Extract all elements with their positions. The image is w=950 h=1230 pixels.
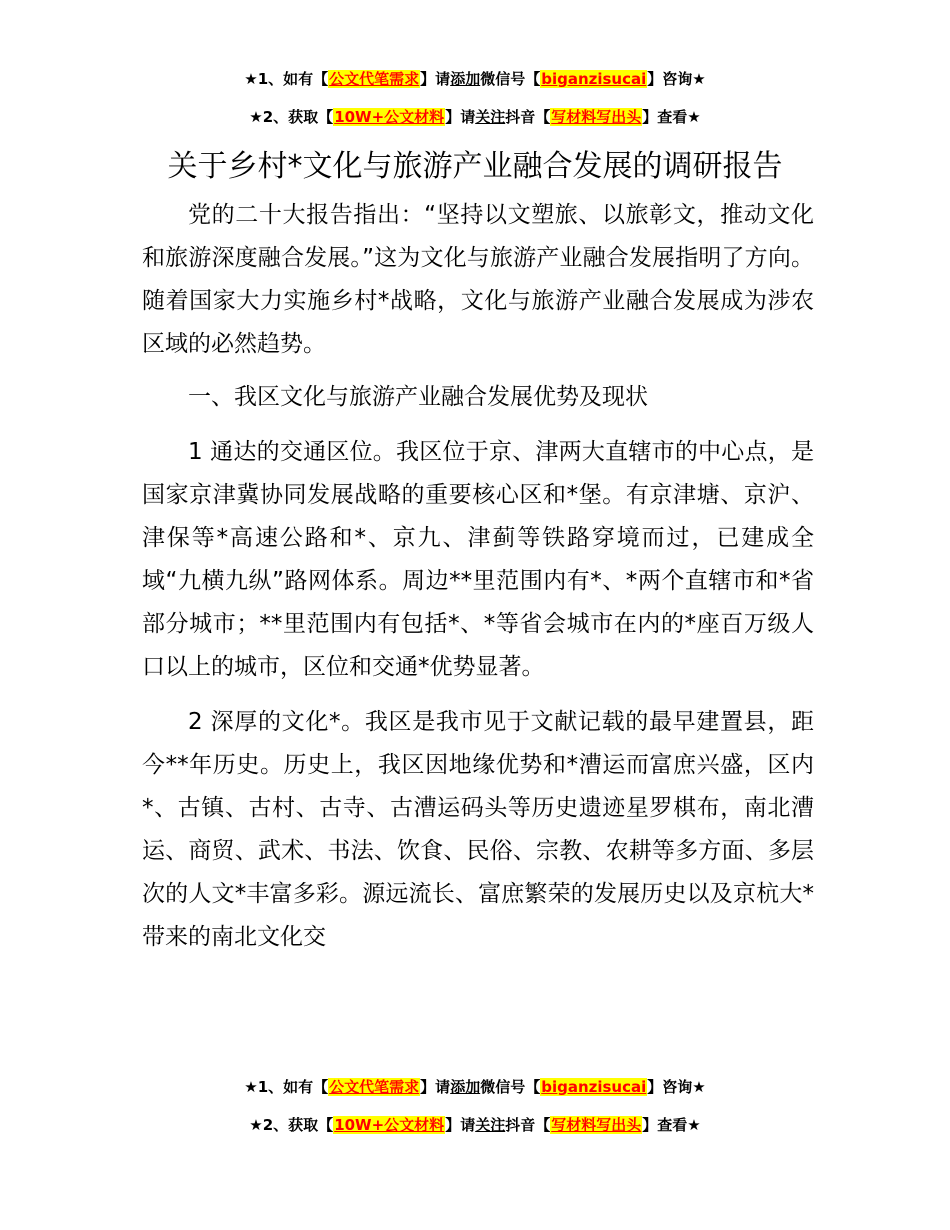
footer-banner-line-1 <box>0 1076 950 1098</box>
banner-text: 微信号【 <box>480 70 541 88</box>
banner-text: ★2、获取【 <box>249 108 334 126</box>
banner-text: 抖音【 <box>505 1116 551 1134</box>
banner-text: ★1、如有【 <box>244 1078 329 1096</box>
banner-text: 微信号【 <box>480 1078 541 1096</box>
banner-text: ★2、获取【 <box>249 1116 334 1134</box>
header-banner-line-2 <box>0 106 950 128</box>
banner-text: 】咨询★ <box>647 1078 706 1096</box>
banner-text: 】咨询★ <box>647 70 706 88</box>
banner-text: ★1、如有【 <box>244 70 329 88</box>
footer-banner-line-2 <box>0 1114 950 1136</box>
banner-douyin-id: 写材料写出头 <box>551 108 642 126</box>
paragraph-transport: 1 通达的交通区位。我区位于京、津两大直辖市的中心点，是国家京津冀协同发展战略的重要核心区和*堡。有京津塘、京沪、津保等*高速公路和*、京九、津蓟等铁路穿境而过，已建成全域“九横九纵”路网体系。周边**里范围内有*、*两个直辖市和*省部分城市；**里范围内有包括*、*等省会城市在内的*座百万级人口以上的城市，区位和交通*优势显著。 <box>142 439 814 680</box>
banner-emphasis: 关注 <box>475 108 506 126</box>
banner-highlight: 公文代笔需求 <box>329 1078 420 1096</box>
header-banner-line-1 <box>0 68 950 90</box>
banner-text: 】查看★ <box>642 1116 701 1134</box>
banner-text: 】请 <box>420 1078 451 1096</box>
banner-text: 】查看★ <box>642 108 701 126</box>
banner-emphasis: 关注 <box>475 1116 506 1134</box>
section-heading: 一、我区文化与旅游产业融合发展优势及现状 <box>188 384 648 410</box>
banner-douyin-id: 写材料写出头 <box>551 1116 642 1134</box>
banner-emphasis: 添加 <box>450 70 481 88</box>
banner-highlight: 公文代笔需求 <box>329 70 420 88</box>
document-body <box>142 194 814 959</box>
paragraph-culture: 2 深厚的文化*。我区是我市见于文献记载的最早建置县，距今**年历史。历史上，我区因地缘优势和*漕运而富庶兴盛，区内*、古镇、古村、古寺、古漕运码头等历史遗迹星罗棋布，南北漕运、商贸、武术、书法、饮食、民俗、宗教、农耕等多方面、多层次的人文*丰富多彩。源远流长、富庶繁荣的发展历史以及京杭大*带来的南北文化交 <box>142 709 814 950</box>
banner-text: 】请 <box>420 70 451 88</box>
banner-emphasis: 添加 <box>450 1078 481 1096</box>
banner-highlight: 10W+公文材料 <box>334 108 445 126</box>
banner-wechat-id: biganzisucai <box>541 70 647 88</box>
banner-text: 】请 <box>445 1116 476 1134</box>
paragraph-intro: 党的二十大报告指出：“坚持以文塑旅、以旅彰文，推动文化和旅游深度融合发展。”这为文化与旅游产业融合发展指明了方向。随着国家大力实施乡村*战略，文化与旅游产业融合发展成为涉农区域的必然趋势。 <box>142 202 814 357</box>
banner-wechat-id: biganzisucai <box>541 1078 647 1096</box>
banner-text: 】请 <box>445 108 476 126</box>
document-title: 关于乡村*文化与旅游产业融合发展的调研报告 <box>167 149 783 184</box>
banner-highlight: 10W+公文材料 <box>334 1116 445 1134</box>
banner-text: 抖音【 <box>505 108 551 126</box>
